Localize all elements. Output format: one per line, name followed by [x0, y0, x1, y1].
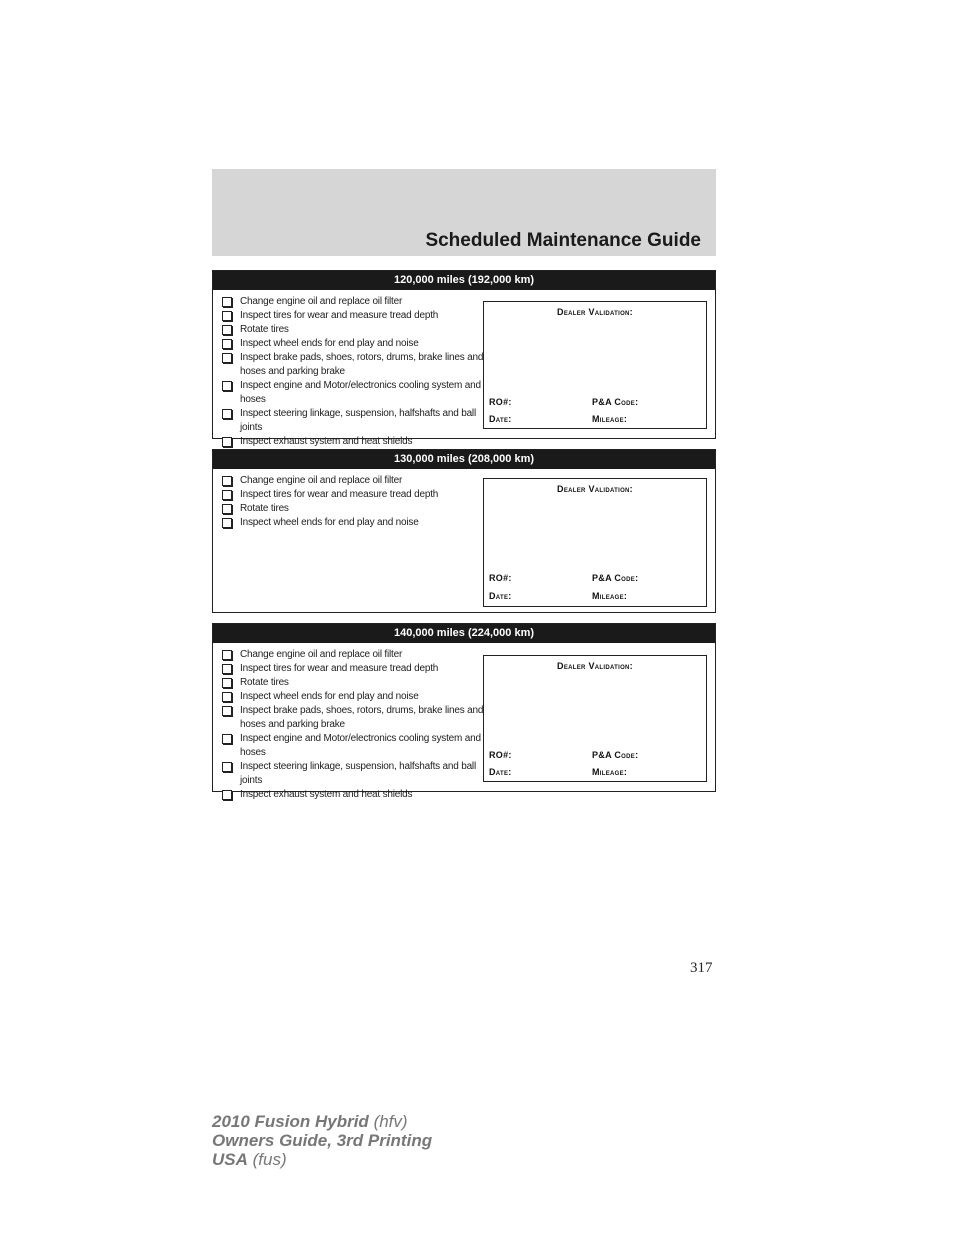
checkbox[interactable]: [222, 339, 232, 349]
footer-line-guide: Owners Guide, 3rd Printing: [212, 1131, 433, 1150]
checkbox[interactable]: [222, 325, 232, 335]
date-label: Date:: [489, 414, 512, 424]
mileage-label: Mileage:: [592, 414, 628, 424]
checklist-item: Inspect tires for wear and measure tread depth: [222, 488, 484, 502]
date-label: Date:: [489, 591, 512, 601]
pa-code-label: P&A Code:: [592, 573, 639, 583]
checkbox[interactable]: [222, 381, 232, 391]
checklist-item: Inspect wheel ends for end play and noise: [222, 516, 484, 530]
checklist-item: Inspect wheel ends for end play and noise: [222, 337, 484, 351]
dealer-validation-label: Dealer Validation:: [557, 307, 633, 317]
checklist-item: Rotate tires: [222, 502, 484, 516]
mileage-label: Mileage:: [592, 767, 628, 777]
checkbox[interactable]: [222, 706, 232, 716]
checklist-item: Inspect exhaust system and heat shields: [222, 435, 484, 449]
checklist-item: Change engine oil and replace oil filter: [222, 295, 484, 309]
section-header: 130,000 miles (208,000 km): [213, 450, 715, 469]
dealer-validation-box: [483, 655, 707, 782]
checklist-item: Change engine oil and replace oil filter: [222, 648, 484, 662]
dealer-validation-label: Dealer Validation:: [557, 484, 633, 494]
dealer-validation-box: [483, 301, 707, 429]
checklist-item: Rotate tires: [222, 676, 484, 690]
section-header: 140,000 miles (224,000 km): [213, 624, 715, 643]
footer-line-market: USA (fus): [212, 1150, 287, 1169]
checklist-item: Inspect tires for wear and measure tread depth: [222, 662, 484, 676]
checkbox[interactable]: [222, 762, 232, 772]
checkbox[interactable]: [222, 476, 232, 486]
checklist: [222, 295, 484, 449]
page-number: 317: [690, 960, 713, 976]
checklist-item: Inspect tires for wear and measure tread depth: [222, 309, 484, 323]
section-header: 120,000 miles (192,000 km): [213, 271, 715, 290]
checkbox[interactable]: [222, 437, 232, 447]
checklist-item: Inspect steering linkage, suspension, halfshafts and ball joints: [222, 407, 484, 435]
checklist: [222, 648, 484, 802]
checkbox[interactable]: [222, 297, 232, 307]
dealer-validation-box: [483, 478, 707, 607]
checkbox[interactable]: [222, 650, 232, 660]
maintenance-section-140k: [212, 623, 716, 800]
date-label: Date:: [489, 767, 512, 777]
checklist-item: Inspect engine and Motor/electronics cooling system and hoses: [222, 379, 484, 407]
mileage-label: Mileage:: [592, 591, 628, 601]
checklist: [222, 474, 484, 530]
ro-label: RO#:: [489, 573, 512, 583]
checklist-item: Inspect brake pads, shoes, rotors, drums, brake lines and hoses and parking brake: [222, 351, 484, 379]
checkbox[interactable]: [222, 409, 232, 419]
checklist-item: Inspect wheel ends for end play and noise: [222, 690, 484, 704]
document-footer: [212, 1112, 432, 1169]
checklist-item: Inspect engine and Motor/electronics cooling system and hoses: [222, 732, 484, 760]
checkbox[interactable]: [222, 790, 232, 800]
checklist-item: Inspect steering linkage, suspension, halfshafts and ball joints: [222, 760, 484, 788]
checklist-item: Inspect exhaust system and heat shields: [222, 788, 484, 802]
pa-code-label: P&A Code:: [592, 750, 639, 760]
ro-label: RO#:: [489, 397, 512, 407]
checkbox[interactable]: [222, 664, 232, 674]
checkbox[interactable]: [222, 518, 232, 528]
page-title: Scheduled Maintenance Guide: [425, 230, 701, 251]
checklist-item: Change engine oil and replace oil filter: [222, 474, 484, 488]
checkbox[interactable]: [222, 490, 232, 500]
checkbox[interactable]: [222, 692, 232, 702]
ro-label: RO#:: [489, 750, 512, 760]
header-band: [212, 169, 716, 256]
checkbox[interactable]: [222, 678, 232, 688]
pa-code-label: P&A Code:: [592, 397, 639, 407]
footer-line-model: 2010 Fusion Hybrid (hfv): [212, 1112, 408, 1131]
checkbox[interactable]: [222, 504, 232, 514]
checklist-item: Rotate tires: [222, 323, 484, 337]
maintenance-section-130k: [212, 449, 716, 613]
maintenance-section-120k: [212, 270, 716, 447]
checkbox[interactable]: [222, 353, 232, 363]
checkbox[interactable]: [222, 311, 232, 321]
checkbox[interactable]: [222, 734, 232, 744]
dealer-validation-label: Dealer Validation:: [557, 661, 633, 671]
checklist-item: Inspect brake pads, shoes, rotors, drums, brake lines and hoses and parking brake: [222, 704, 484, 732]
